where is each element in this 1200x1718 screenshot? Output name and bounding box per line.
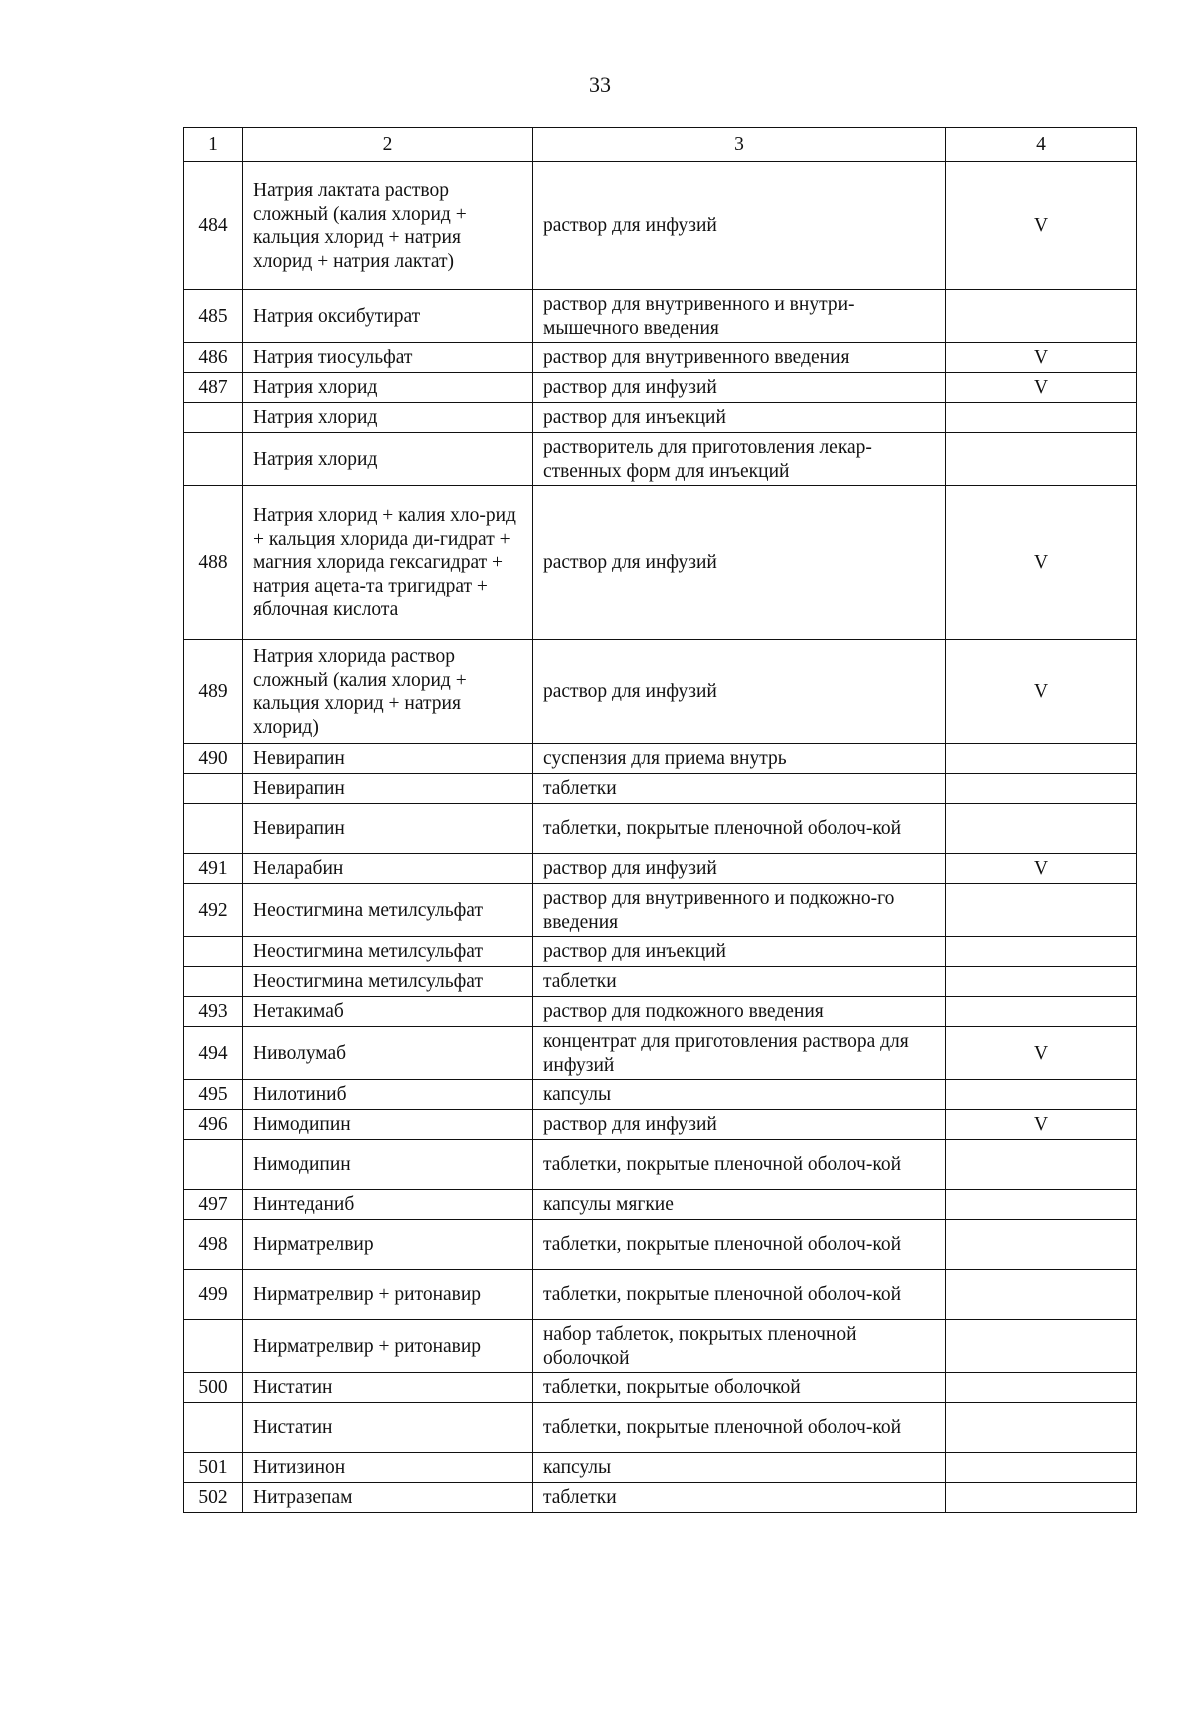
mark-cell: [946, 403, 1137, 433]
row-number-cell: 501: [184, 1453, 243, 1483]
drug-name-cell: Нирматрелвир: [243, 1220, 533, 1270]
table-row: [184, 774, 1137, 804]
drug-name-cell: Нирматрелвир + ритонавир: [243, 1320, 533, 1373]
row-number-cell: 491: [184, 854, 243, 884]
dosage-form-cell: раствор для инъекций: [533, 403, 946, 433]
table-row: [184, 1220, 1137, 1270]
row-number-cell: [184, 937, 243, 967]
table-row: [184, 1270, 1137, 1320]
dosage-form-cell: раствор для инфузий: [533, 486, 946, 640]
drug-name-cell: Нистатин: [243, 1403, 533, 1453]
drug-name-cell: Неостигмина метилсульфат: [243, 884, 533, 937]
dosage-form-cell: капсулы мягкие: [533, 1190, 946, 1220]
table-row: [184, 1403, 1137, 1453]
mark-cell: [946, 1140, 1137, 1190]
dosage-form-cell: таблетки, покрытые пленочной оболоч-кой: [533, 1140, 946, 1190]
dosage-form-cell: таблетки, покрытые пленочной оболоч-кой: [533, 1270, 946, 1320]
table-row: [184, 162, 1137, 290]
table-row: [184, 967, 1137, 997]
row-number-cell: 492: [184, 884, 243, 937]
column-header-2: 2: [243, 128, 533, 162]
table-row: [184, 884, 1137, 937]
drug-name-cell: Натрия хлорид: [243, 373, 533, 403]
drug-name-cell: Невирапин: [243, 744, 533, 774]
table-row: [184, 403, 1137, 433]
drug-name-cell: Натрия хлорида раствор сложный (калия хлорид + кальция хлорид + натрия хлорид): [243, 640, 533, 744]
mark-cell: V: [946, 486, 1137, 640]
page-number: 33: [589, 72, 611, 97]
row-number-cell: 488: [184, 486, 243, 640]
dosage-form-cell: раствор для внутривенного введения: [533, 343, 946, 373]
row-number-cell: 493: [184, 997, 243, 1027]
table-row: [184, 486, 1137, 640]
row-number-cell: 498: [184, 1220, 243, 1270]
row-number-cell: [184, 1403, 243, 1453]
row-number-cell: [184, 403, 243, 433]
dosage-form-cell: раствор для инфузий: [533, 1110, 946, 1140]
row-number-cell: 494: [184, 1027, 243, 1080]
drug-name-cell: Нинтеданиб: [243, 1190, 533, 1220]
dosage-form-cell: набор таблеток, покрытых пленочной оболочкой: [533, 1320, 946, 1373]
dosage-form-cell: раствор для инъекций: [533, 937, 946, 967]
column-header-3: 3: [533, 128, 946, 162]
drug-name-cell: Нетакимаб: [243, 997, 533, 1027]
drug-name-cell: Ниволумаб: [243, 1027, 533, 1080]
drug-name-cell: Неостигмина метилсульфат: [243, 967, 533, 997]
mark-cell: [946, 997, 1137, 1027]
table-row: [184, 997, 1137, 1027]
row-number-cell: 499: [184, 1270, 243, 1320]
drug-name-cell: Невирапин: [243, 774, 533, 804]
drug-name-cell: Нимодипин: [243, 1110, 533, 1140]
row-number-cell: 485: [184, 290, 243, 343]
drug-name-cell: Натрия лактата раствор сложный (калия хлорид + кальция хлорид + натрия хлорид + натрия лактат): [243, 162, 533, 290]
mark-cell: [946, 804, 1137, 854]
table-row: [184, 1110, 1137, 1140]
mark-cell: [946, 433, 1137, 486]
row-number-cell: 487: [184, 373, 243, 403]
drug-name-cell: Невирапин: [243, 804, 533, 854]
dosage-form-cell: раствор для инфузий: [533, 854, 946, 884]
mark-cell: [946, 967, 1137, 997]
column-header-4: 4: [946, 128, 1137, 162]
mark-cell: V: [946, 1110, 1137, 1140]
row-number-cell: [184, 967, 243, 997]
mark-cell: [946, 744, 1137, 774]
table-row: [184, 290, 1137, 343]
drug-name-cell: Нирматрелвир + ритонавир: [243, 1270, 533, 1320]
dosage-form-cell: концентрат для приготовления раствора для инфузий: [533, 1027, 946, 1080]
row-number-cell: [184, 804, 243, 854]
dosage-form-cell: таблетки: [533, 774, 946, 804]
drug-name-cell: Натрия хлорид: [243, 403, 533, 433]
drug-name-cell: Натрия хлорид: [243, 433, 533, 486]
mark-cell: [946, 884, 1137, 937]
row-number-cell: [184, 433, 243, 486]
drug-name-cell: Нитразепам: [243, 1483, 533, 1513]
mark-cell: [946, 1080, 1137, 1110]
drug-name-cell: Натрия оксибутират: [243, 290, 533, 343]
dosage-form-cell: раствор для инфузий: [533, 373, 946, 403]
row-number-cell: [184, 774, 243, 804]
dosage-form-cell: раствор для внутривенного и внутри-мышечного введения: [533, 290, 946, 343]
mark-cell: V: [946, 343, 1137, 373]
drug-name-cell: Натрия тиосульфат: [243, 343, 533, 373]
drug-name-cell: Неостигмина метилсульфат: [243, 937, 533, 967]
table-row: [184, 1190, 1137, 1220]
mark-cell: [946, 1320, 1137, 1373]
table-row: [184, 1320, 1137, 1373]
table-row: [184, 640, 1137, 744]
dosage-form-cell: суспензия для приема внутрь: [533, 744, 946, 774]
dosage-form-cell: капсулы: [533, 1080, 946, 1110]
dosage-form-cell: раствор для инфузий: [533, 640, 946, 744]
row-number-cell: 497: [184, 1190, 243, 1220]
column-header-1: 1: [184, 128, 243, 162]
drug-table: [183, 127, 1137, 1513]
table-row: [184, 1027, 1137, 1080]
table-row: [184, 854, 1137, 884]
mark-cell: [946, 290, 1137, 343]
dosage-form-cell: таблетки, покрытые пленочной оболоч-кой: [533, 804, 946, 854]
table-row: [184, 1373, 1137, 1403]
dosage-form-cell: капсулы: [533, 1453, 946, 1483]
table-row: [184, 373, 1137, 403]
table-row: [184, 1080, 1137, 1110]
drug-name-cell: Нистатин: [243, 1373, 533, 1403]
mark-cell: [946, 937, 1137, 967]
mark-cell: [946, 1483, 1137, 1513]
mark-cell: [946, 1373, 1137, 1403]
drug-name-cell: Неларабин: [243, 854, 533, 884]
table-row: [184, 804, 1137, 854]
table-row: [184, 937, 1137, 967]
drug-name-cell: Нилотиниб: [243, 1080, 533, 1110]
row-number-cell: 486: [184, 343, 243, 373]
dosage-form-cell: таблетки, покрытые пленочной оболоч-кой: [533, 1403, 946, 1453]
dosage-form-cell: таблетки, покрытые пленочной оболоч-кой: [533, 1220, 946, 1270]
table-row: [184, 1483, 1137, 1513]
row-number-cell: 490: [184, 744, 243, 774]
mark-cell: V: [946, 854, 1137, 884]
dosage-form-cell: таблетки, покрытые оболочкой: [533, 1373, 946, 1403]
row-number-cell: [184, 1140, 243, 1190]
table-row: [184, 744, 1137, 774]
dosage-form-cell: раствор для подкожного введения: [533, 997, 946, 1027]
table-row: [184, 343, 1137, 373]
drug-name-cell: Нитизинон: [243, 1453, 533, 1483]
row-number-cell: 489: [184, 640, 243, 744]
dosage-form-cell: растворитель для приготовления лекар-ственных форм для инъекций: [533, 433, 946, 486]
dosage-form-cell: таблетки: [533, 967, 946, 997]
row-number-cell: 500: [184, 1373, 243, 1403]
table-row: [184, 433, 1137, 486]
row-number-cell: 484: [184, 162, 243, 290]
mark-cell: V: [946, 640, 1137, 744]
mark-cell: [946, 1403, 1137, 1453]
mark-cell: [946, 1453, 1137, 1483]
row-number-cell: 502: [184, 1483, 243, 1513]
table-row: [184, 1453, 1137, 1483]
dosage-form-cell: раствор для внутривенного и подкожно-го введения: [533, 884, 946, 937]
row-number-cell: 496: [184, 1110, 243, 1140]
dosage-form-cell: раствор для инфузий: [533, 162, 946, 290]
row-number-cell: [184, 1320, 243, 1373]
table-header-row: [184, 128, 1137, 162]
drug-name-cell: Нимодипин: [243, 1140, 533, 1190]
mark-cell: V: [946, 373, 1137, 403]
table-row: [184, 1140, 1137, 1190]
dosage-form-cell: таблетки: [533, 1483, 946, 1513]
mark-cell: V: [946, 1027, 1137, 1080]
row-number-cell: 495: [184, 1080, 243, 1110]
mark-cell: [946, 1190, 1137, 1220]
drug-name-cell: Натрия хлорид + калия хло-рид + кальция хлорида ди-гидрат + магния хлорида гексагидрат + натрия ацета-та тригидрат + яблочная кислота: [243, 486, 533, 640]
mark-cell: [946, 1270, 1137, 1320]
mark-cell: [946, 1220, 1137, 1270]
mark-cell: V: [946, 162, 1137, 290]
mark-cell: [946, 774, 1137, 804]
